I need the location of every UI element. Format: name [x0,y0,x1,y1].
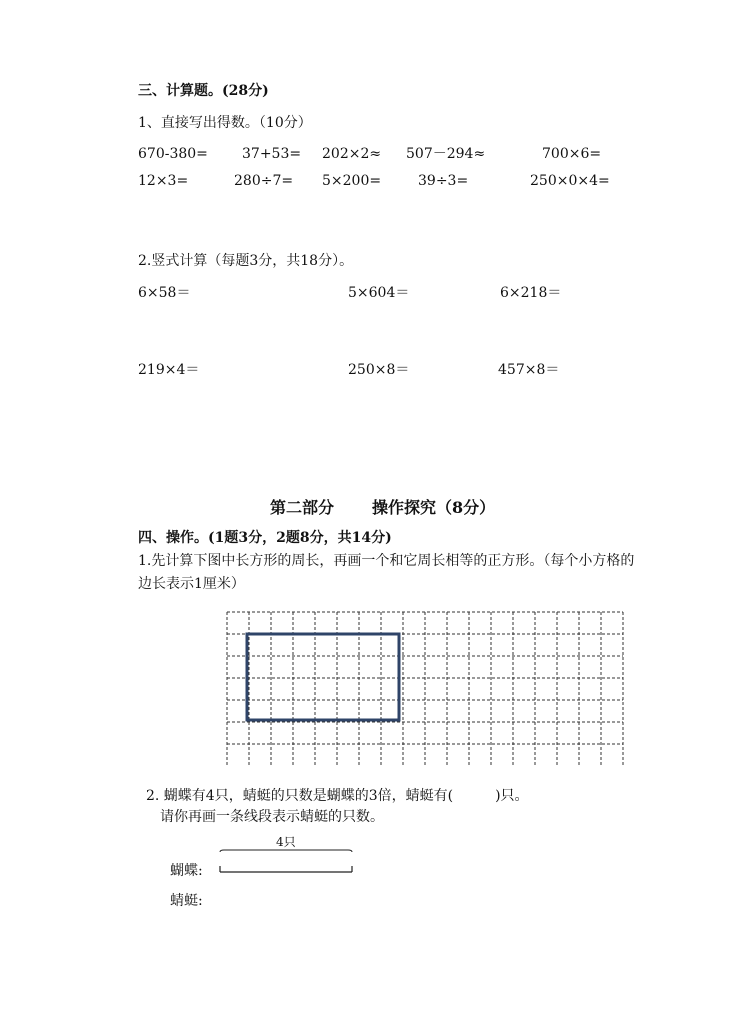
part2-title: 第二部分 [270,498,335,517]
s4-q2-text-line1: 2. 蝴蝶有4只，蜻蜓的只数是蝴蝶的3倍，蜻蜓有( )只。 [146,788,529,804]
calc-item: 5×200= [322,173,382,189]
part2-subtitle: 操作探究（8分） [372,498,496,517]
vertical-calc-item: 6×218＝ [500,285,562,301]
vertical-calc-item: 250×8＝ [348,362,410,378]
section4-title: 四、操作。(1题3分，2题8分，共14分) [138,530,392,546]
vertical-calc-item: 457×8＝ [498,362,560,378]
calc-item: 12×3= [138,173,189,189]
rectangle-shape [247,634,399,720]
calc-item: 507－294≈ [406,146,486,162]
bracket-label: 4只 [276,835,296,849]
q2-title: 2.竖式计算（每题3分，共18分）。 [138,253,354,269]
section3-title: 三、计算题。(28分) [138,83,269,99]
vertical-calc-item: 5×604＝ [348,285,410,301]
brace-path [220,850,352,852]
calc-item: 700×6= [542,146,602,162]
q1-title: 1、直接写出得数。（10分） [138,115,312,131]
s4-q1-text-line2: 边长表示1厘米） [138,576,245,592]
butterfly-label: 蝴蝶: [170,863,203,879]
brace-bracket [218,848,354,874]
calc-item: 670-380= [138,146,208,162]
calc-item: 39÷3= [418,173,469,189]
vertical-calc-item: 219×4＝ [138,362,200,378]
calc-item: 280÷7= [234,173,294,189]
calc-item: 250×0×4= [530,173,610,189]
calc-item: 202×2≈ [322,146,382,162]
vertical-calc-item: 6×58＝ [138,285,191,301]
dashed-grid [226,611,626,765]
s4-q2-text-line2: 请你再画一条线段表示蜻蜓的只数。 [160,809,384,825]
dragonfly-label: 蜻蜓: [170,893,203,909]
s4-q1-text-line1: 1.先计算下图中长方形的周长，再画一个和它周长相等的正方形。（每个小方格的 [138,553,635,569]
calc-item: 37+53= [242,146,302,162]
